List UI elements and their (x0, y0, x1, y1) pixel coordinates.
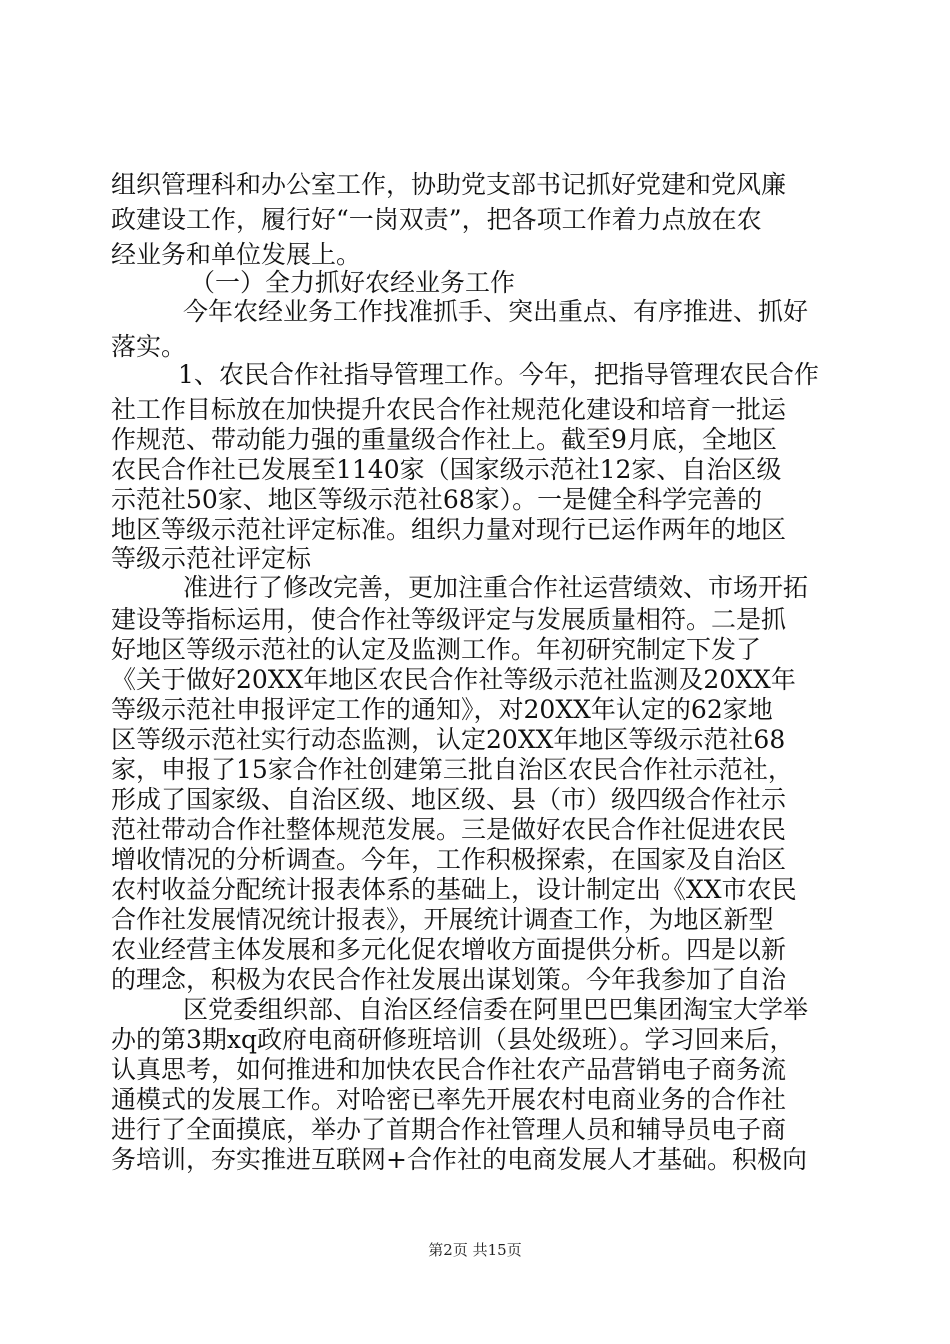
text-line: 地区等级示范社评定标准。组织力量对现行已运作两年的地区 (111, 515, 787, 544)
text-line: 落实。 (111, 332, 187, 361)
text-line: 建设等指标运用，使合作社等级评定与发展质量相符。二是抓 (111, 605, 787, 634)
text-line: 示范社50家、地区等级示范社68家）。一是健全科学完善的 (111, 485, 763, 514)
text-line: 今年农经业务工作找准抓手、突出重点、有序推进、抓好 (183, 297, 809, 326)
text-line: 认真思考，如何推进和加快农民合作社农产品营销电子商务流 (111, 1055, 787, 1084)
text-line: 经业务和单位发展上。 (111, 240, 362, 269)
text-line: 农民合作社已发展至1140家（国家级示范社12家、自治区级 (111, 455, 782, 484)
text-line: 的理念，积极为农民合作社发展出谋划策。今年我参加了自治 (111, 965, 787, 994)
page-number-footer: 第2页 共15页 (428, 1241, 522, 1259)
text-line: 准进行了修改完善，更加注重合作社运营绩效、市场开拓 (183, 573, 809, 602)
text-line: 农村收益分配统计报表体系的基础上，设计制定出《XX市农民 (111, 875, 797, 904)
text-line: 《关于做好20XX年地区农民合作社等级示范社监测及20XX年 (111, 665, 796, 694)
text-line: 务培训，夯实推进互联网+合作社的电商发展人才基础。积极向 (111, 1145, 807, 1174)
text-line: 组织管理科和办公室工作，协助党支部书记抓好党建和党风廉 (111, 170, 787, 199)
text-line: 办的第3期xq政府电商研修班培训（县处级班）。学习回来后， (111, 1025, 795, 1054)
text-line: 通模式的发展工作。对哈密已率先开展农村电商业务的合作社 (111, 1085, 787, 1114)
text-line: 合作社发展情况统计报表》，开展统计调查工作，为地区新型 (111, 905, 774, 934)
text-line: 区党委组织部、自治区经信委在阿里巴巴集团淘宝大学举 (183, 995, 809, 1024)
text-line: 进行了全面摸底，举办了首期合作社管理人员和辅导员电子商 (111, 1115, 787, 1144)
text-line: 范社带动合作社整体规范发展。三是做好农民合作社促进农民 (111, 815, 787, 844)
text-line: 家，申报了15家合作社创建第三批自治区农民合作社示范社， (111, 755, 793, 784)
text-line: 等级示范社申报评定工作的通知》，对20XX年认定的62家地 (111, 695, 773, 724)
text-line: 1、农民合作社指导管理工作。今年，把指导管理农民合作 (178, 360, 819, 389)
text-line: 政建设工作，履行好“一岗双责”，把各项工作着力点放在农 (111, 205, 762, 234)
section-heading: （一）全力抓好农经业务工作 (190, 268, 516, 297)
text-line: 形成了国家级、自治区级、地区级、县（市）级四级合作社示 (111, 785, 787, 814)
text-line: 社工作目标放在加快提升农民合作社规范化建设和培育一批运 (111, 395, 787, 424)
text-line: 增收情况的分析调查。今年，工作积极探索，在国家及自治区 (111, 845, 787, 874)
text-line: 好地区等级示范社的认定及监测工作。年初研究制定下发了 (111, 635, 762, 664)
text-line: 区等级示范社实行动态监测，认定20XX年地区等级示范社68 (111, 725, 786, 754)
text-line: 作规范、带动能力强的重量级合作社上。截至9月底，全地区 (111, 425, 777, 454)
text-line: 等级示范社评定标 (111, 544, 312, 573)
text-line: 农业经营主体发展和多元化促农增收方面提供分析。四是以新 (111, 935, 787, 964)
